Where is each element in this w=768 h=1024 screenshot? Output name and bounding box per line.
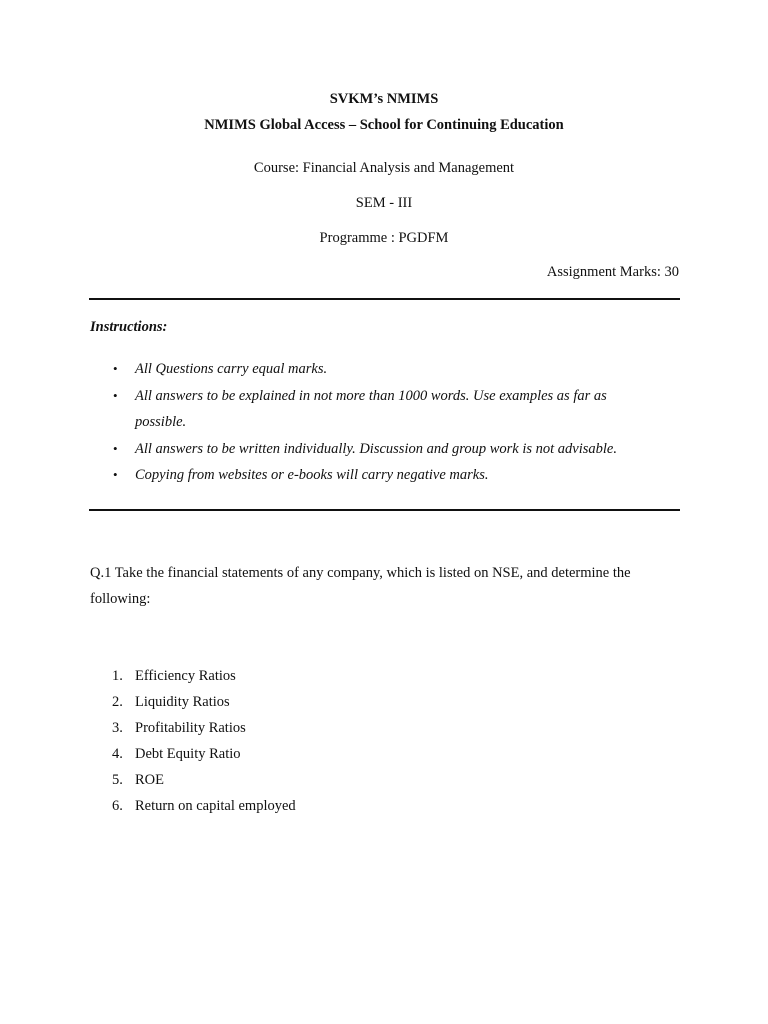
assignment-marks: Assignment Marks: 30 (546, 264, 679, 280)
list-number: 4. (112, 746, 123, 762)
instruction-text: All answers to be explained in not more than 1000 words. Use examples as far as possible. (135, 387, 607, 430)
divider-top (89, 298, 680, 300)
programme: Programme : PGDFM (319, 230, 449, 246)
list-number: 3. (112, 720, 123, 736)
school-name: NMIMS Global Access – School for Continuing Education (204, 117, 564, 133)
list-item (90, 715, 296, 741)
list-number: 2. (112, 694, 123, 710)
semester: SEM - III (355, 195, 413, 211)
list-item (90, 462, 650, 489)
bullet-icon: • (113, 467, 118, 482)
list-item-text: Return on capital employed (135, 798, 296, 814)
bullet-icon: • (113, 361, 118, 376)
instructions-heading: Instructions: (90, 319, 168, 335)
org-name: SVKM’s NMIMS (329, 91, 439, 107)
list-item (90, 689, 296, 715)
list-number: 6. (112, 798, 123, 814)
list-item-text: Liquidity Ratios (135, 694, 230, 710)
list-item (90, 436, 650, 463)
list-item-text: Debt Equity Ratio (135, 746, 241, 762)
list-item (90, 793, 296, 819)
list-item-text: ROE (135, 772, 164, 788)
bullet-icon: • (113, 387, 118, 403)
list-item-text: Profitability Ratios (135, 720, 246, 736)
instruction-text: All Questions carry equal marks. (135, 361, 328, 377)
list-item (90, 356, 650, 383)
list-item (90, 383, 650, 436)
list-item-text: Efficiency Ratios (135, 668, 236, 684)
divider-bottom (89, 509, 680, 511)
list-number: 5. (112, 772, 123, 788)
bullet-icon: • (113, 440, 118, 456)
question-1-list (90, 663, 296, 819)
question-1-text: Q.1 Take the financial statements of any company, which is listed on NSE, and determine the following: (90, 565, 631, 607)
instruction-text: Copying from websites or e-books will carry negative marks. (135, 467, 489, 483)
list-number: 1. (112, 668, 123, 684)
list-item (90, 741, 296, 767)
instructions-list (90, 356, 650, 489)
list-item (90, 663, 296, 689)
list-item (90, 767, 296, 793)
course-title: Course: Financial Analysis and Management (253, 160, 515, 176)
instruction-text: All answers to be written individually. Discussion and group work is not advisable. (135, 440, 617, 457)
